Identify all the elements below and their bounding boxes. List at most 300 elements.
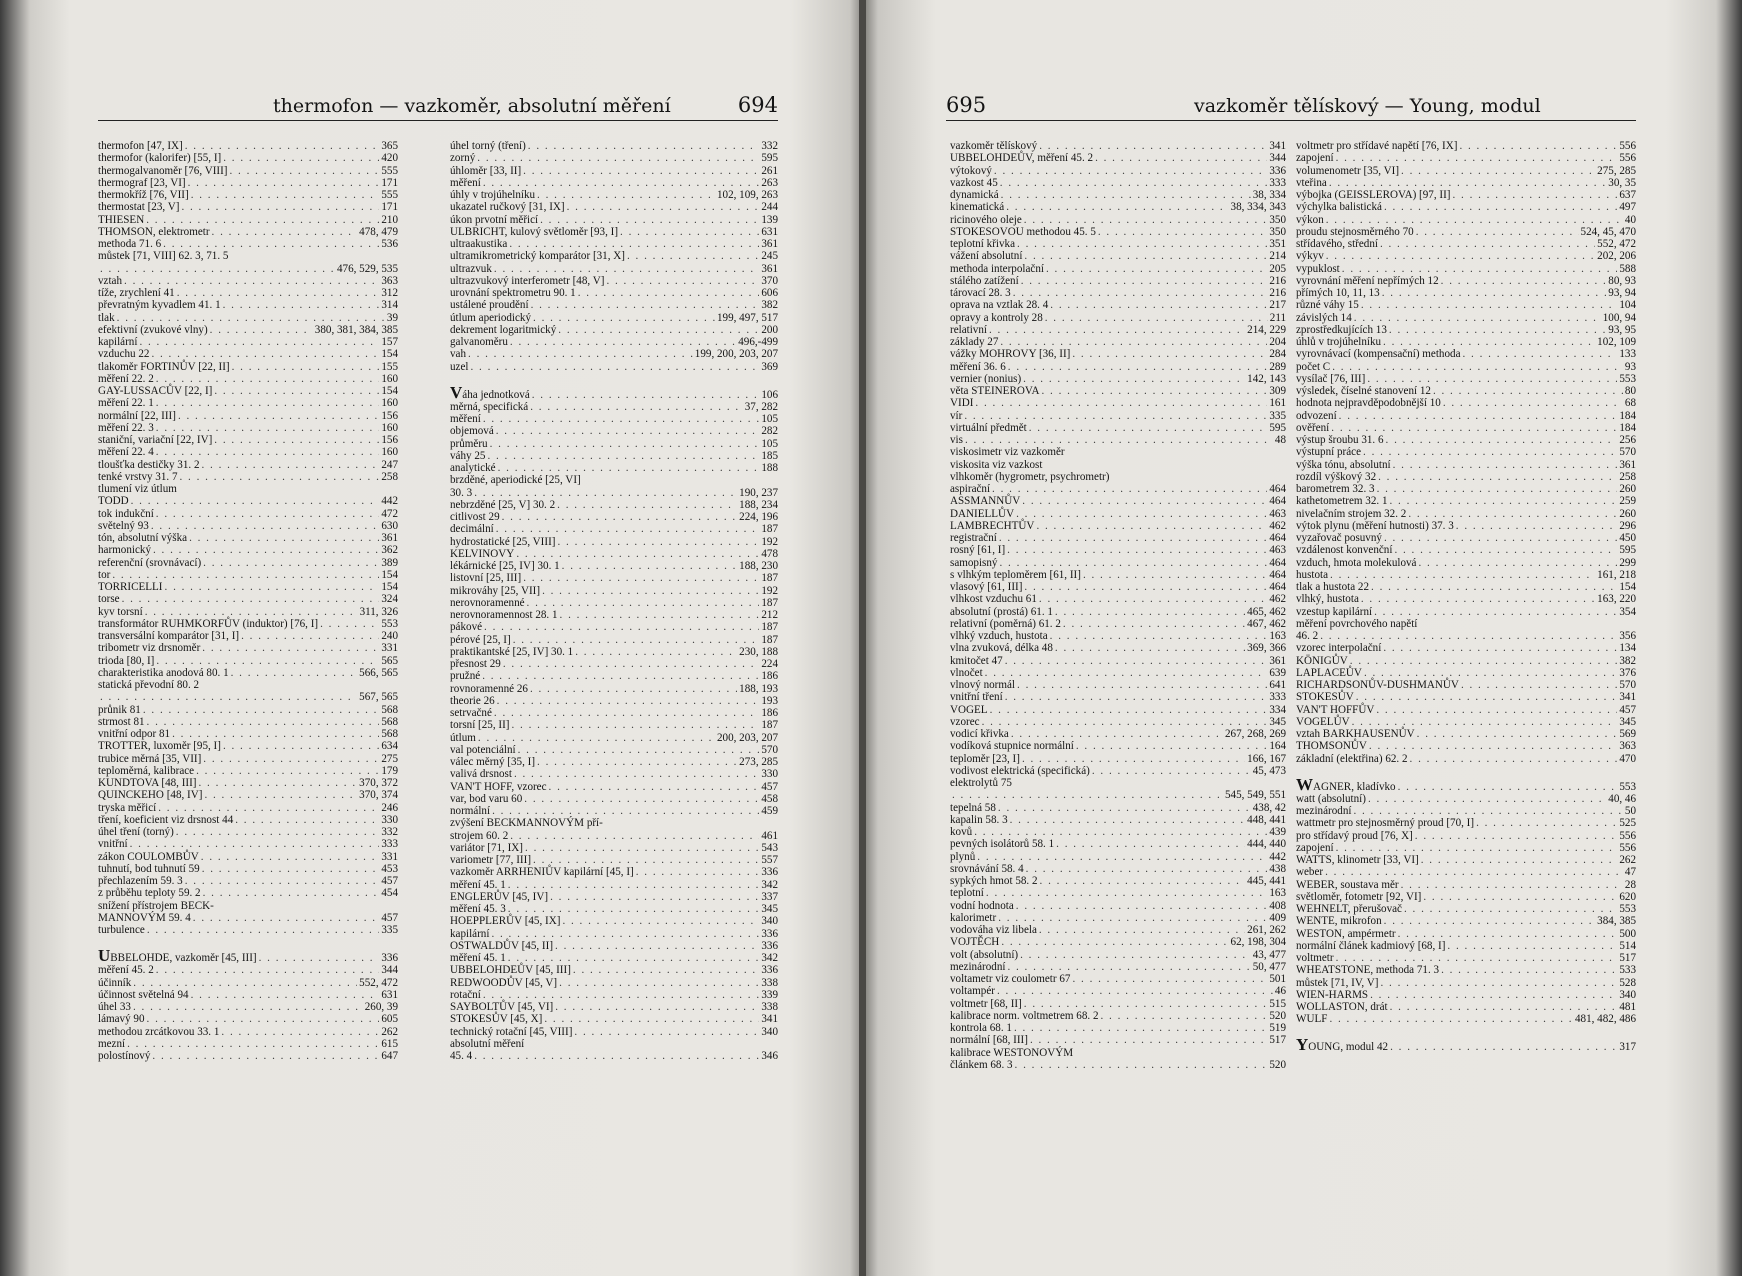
left-running-head-title: thermofon — vazkoměr, absolutní měření: [273, 95, 671, 117]
index-term: vodivost elektrická (specifická): [950, 764, 1090, 777]
index-term: absolutní (prostá) 61. 1: [950, 605, 1053, 618]
page-reference: 439: [1269, 826, 1286, 838]
leader-dots: [100, 263, 335, 275]
index-term: normální: [450, 805, 491, 817]
index-entry: [1296, 1001, 1636, 1013]
leader-dots: [130, 838, 380, 850]
leader-dots: [151, 520, 380, 532]
index-term: úhly v trojúhelníku: [450, 189, 536, 201]
leader-dots: [483, 413, 760, 425]
index-entry: [98, 924, 398, 936]
index-term: vzduch, hmota molekulová: [1296, 556, 1417, 569]
page-reference: 200, 203, 207: [716, 731, 778, 744]
leader-dots: [490, 438, 760, 450]
index-term: tuhnutí, bod tuhnutí 59: [98, 862, 200, 875]
page-reference: 361: [761, 238, 778, 250]
index-entry: [98, 655, 398, 667]
index-term: vlhkost vzduchu 61: [950, 593, 1037, 606]
index-entry: [98, 471, 398, 483]
page-reference: 187: [761, 633, 778, 646]
leader-dots: [1380, 977, 1617, 989]
leader-dots: [998, 912, 1267, 924]
leader-dots: [152, 1050, 379, 1062]
leader-dots: [1050, 630, 1268, 642]
index-entry: [450, 634, 778, 646]
index-entry: [1296, 716, 1636, 728]
page-reference: 50, 477: [1252, 960, 1286, 973]
leader-dots: [1001, 189, 1251, 201]
leader-dots: [498, 462, 760, 474]
index-entry: [950, 348, 1286, 360]
index-entry: [450, 891, 778, 903]
leader-dots: [1384, 915, 1596, 927]
index-entry: [1296, 422, 1636, 434]
index-term: pákové: [450, 621, 483, 634]
leader-dots: [514, 768, 759, 780]
index-term: normální článek kadmiový [68, I]: [1296, 939, 1446, 952]
page-reference: 389: [381, 556, 398, 569]
leader-dots: [1390, 1041, 1617, 1053]
leader-dots: [560, 609, 760, 621]
leader-dots: [1415, 830, 1618, 842]
index-entry: [450, 989, 778, 1001]
leader-dots: [203, 557, 379, 569]
index-term: ultraakustika: [450, 238, 508, 250]
index-entry: [1296, 952, 1636, 964]
index-entry: [450, 238, 778, 250]
page-reference: 335: [381, 924, 398, 936]
page-reference: 553: [1619, 903, 1636, 915]
page-reference: 275, 285: [1597, 164, 1636, 177]
leader-dots: [1369, 740, 1617, 752]
index-entry: [450, 768, 778, 780]
index-entry: [950, 275, 1286, 287]
page-reference: 317: [1619, 1041, 1636, 1054]
index-term: charakteristika anodová 80. 1: [98, 666, 229, 679]
index-entry: [98, 630, 398, 642]
index-term: VOGEL: [950, 703, 988, 716]
index-term: LAPLACEŮV: [1296, 666, 1362, 679]
leader-dots: [1024, 998, 1268, 1010]
leader-dots: [158, 802, 379, 814]
index-term: torsní [25, II]: [450, 719, 510, 732]
index-term: strojem 60. 2: [450, 829, 509, 842]
index-term: nerovnoramenné: [450, 596, 525, 609]
page-reference: 382: [1619, 654, 1636, 667]
page-reference: 40: [1624, 213, 1636, 226]
index-term: methodou zrcátkovou 33. 1: [98, 1025, 220, 1038]
index-entry: [1296, 805, 1636, 817]
leader-dots: [1029, 422, 1268, 434]
index-term: nerovnoramennost 28. 1: [450, 609, 558, 621]
index-term: TODD: [98, 495, 129, 508]
leader-dots: [131, 495, 380, 507]
leader-dots: [1441, 964, 1617, 976]
leader-dots: [516, 548, 759, 560]
leader-dots: [143, 704, 380, 716]
page-reference: 351: [1269, 238, 1286, 250]
page-reference: 262: [381, 1025, 398, 1038]
index-entry: [1296, 704, 1636, 716]
index-entry: [1296, 238, 1636, 250]
index-term: RICHARDSONŮV-DUSHMANŮV: [1296, 679, 1459, 691]
page-reference: 37, 282: [744, 400, 778, 413]
index-entry: [1296, 928, 1636, 940]
page-reference: 631: [381, 988, 398, 1001]
page-reference: 438, 42: [1252, 801, 1286, 814]
index-entry: [950, 361, 1286, 373]
right-page: [866, 0, 1742, 1276]
leader-dots: [482, 670, 759, 682]
leader-dots: [1055, 642, 1245, 654]
leader-dots: [1041, 385, 1267, 397]
index-term: viskosimetr viz vazkoměr: [950, 446, 1065, 459]
leader-dots: [540, 214, 759, 226]
index-entry: [1296, 753, 1636, 765]
page-reference: 631: [761, 225, 778, 238]
leader-dots: [214, 385, 379, 397]
index-entry: [950, 900, 1286, 912]
page-reference: 565: [381, 654, 398, 667]
leader-dots: [1393, 459, 1618, 471]
index-entry: [98, 977, 398, 989]
index-term: teplotní: [950, 887, 984, 900]
page-reference: 258: [1619, 470, 1636, 483]
index-entry: [950, 214, 1286, 226]
index-term: měření 45. 3: [450, 903, 506, 915]
page-reference: 340: [761, 1025, 778, 1038]
page-reference: 296: [1619, 519, 1636, 532]
leader-dots: [196, 765, 379, 777]
leader-dots: [1383, 336, 1595, 348]
index-term: kalorimetr: [950, 911, 997, 924]
page-reference: 80, 93: [1608, 274, 1636, 287]
page-reference: 289: [1269, 360, 1286, 373]
leader-dots: [578, 287, 760, 299]
leader-dots: [204, 789, 357, 801]
leader-dots: [1390, 1001, 1618, 1013]
index-entry: [1296, 287, 1636, 299]
leader-dots: [1336, 842, 1618, 854]
page-reference: 184: [1619, 409, 1636, 422]
index-term: WESTON, ampérmetr: [1296, 927, 1396, 940]
index-entry: [950, 385, 1286, 397]
index-term: nebrzděné [25, V] 30. 2: [450, 498, 556, 511]
index-term: kapalin 58. 3: [950, 813, 1008, 826]
index-entry: [450, 597, 778, 609]
leader-dots: [230, 165, 380, 177]
index-entry: [950, 667, 1286, 679]
page-reference: 620: [1619, 890, 1636, 903]
leader-dots: [176, 826, 380, 838]
page-reference: 204: [1269, 336, 1286, 348]
index-entry: [450, 214, 778, 226]
leader-dots: [1332, 361, 1623, 373]
leader-dots: [172, 728, 379, 740]
leader-dots: [1056, 838, 1245, 850]
index-entry: [950, 740, 1286, 752]
index-term: kalibrace norm. voltmetrem 68. 2: [950, 1009, 1099, 1022]
leader-dots: [203, 887, 380, 899]
leader-dots: [199, 777, 358, 789]
leader-dots: [1005, 655, 1268, 667]
index-term: WIEN-HARMS: [1296, 988, 1369, 1001]
index-section-entry: [450, 383, 778, 401]
index-term: WEHNELT, přerušovač: [1296, 903, 1402, 915]
index-entry: [950, 471, 1286, 483]
page-reference: 341: [1619, 691, 1636, 704]
leader-dots: [477, 152, 759, 164]
page-reference: 224, 196: [739, 511, 778, 523]
index-entry: [950, 655, 1286, 667]
index-entry: [950, 299, 1286, 311]
page-reference: 187: [761, 719, 778, 732]
index-term: hodnota nejpravděpodobnější 10: [1296, 397, 1441, 410]
leader-dots: [191, 989, 380, 1001]
index-term: sypkých hmot 58. 2: [950, 875, 1038, 887]
page-reference: 365: [381, 140, 398, 152]
page-reference: 501: [1269, 973, 1286, 985]
index-entry: [950, 1047, 1286, 1059]
leader-dots: [508, 903, 760, 915]
index-term: světelný 93: [98, 519, 149, 532]
leader-dots: [1394, 544, 1617, 556]
index-term: virtuální předmět: [950, 421, 1027, 434]
index-term: VAN'T HOFF, vzorec: [450, 780, 547, 793]
page-reference: 154: [381, 348, 398, 361]
leader-dots: [1021, 275, 1268, 287]
index-entry: [1296, 483, 1636, 495]
index-entry: [950, 691, 1286, 703]
index-entry: [98, 483, 398, 495]
index-entry: [1296, 373, 1636, 385]
page-reference: 39: [386, 311, 398, 324]
index-term: relativní (poměrná) 61. 2: [950, 617, 1061, 630]
leader-dots: [982, 716, 1268, 728]
page-reference: 188, 193: [739, 682, 778, 695]
leader-dots: [555, 1001, 759, 1013]
leader-dots: [117, 312, 385, 324]
leader-dots: [214, 434, 379, 446]
page-reference: 568: [381, 703, 398, 716]
index-entry: [1296, 606, 1636, 618]
page-reference: 500: [1619, 927, 1636, 940]
index-entry: [98, 459, 398, 471]
page-reference: 184: [1619, 421, 1636, 434]
page-reference: 312: [381, 287, 398, 299]
index-term: přímých 10, 11, 13: [1296, 287, 1380, 299]
page-reference: 50: [1624, 805, 1636, 817]
index-entry: [450, 756, 778, 768]
page-reference: 463: [1269, 507, 1286, 520]
leader-dots: [1006, 201, 1228, 213]
leader-dots: [201, 851, 380, 863]
leader-dots: [999, 557, 1267, 569]
page-reference: 160: [381, 421, 398, 434]
leader-dots: [1039, 140, 1267, 152]
index-entry: [950, 851, 1286, 863]
index-term: ultrazvukový interferometr [48, V]: [450, 274, 605, 287]
page-reference: 533: [1619, 964, 1636, 977]
page-reference: 161: [1269, 397, 1286, 410]
index-term: měření 22. 3: [98, 421, 154, 434]
index-entry: [950, 863, 1286, 875]
index-term: stálého zatížení: [950, 274, 1019, 287]
page-reference: 570: [761, 743, 778, 756]
leader-dots: [181, 201, 379, 213]
index-entry: [950, 446, 1286, 458]
index-entry: [950, 630, 1286, 642]
index-term: samopisný: [950, 556, 998, 569]
index-term: galvanoměru: [450, 336, 508, 348]
index-entry: [98, 618, 398, 630]
index-entry: [450, 805, 778, 817]
leader-dots: [523, 165, 759, 177]
page-reference: 570: [1619, 679, 1636, 691]
index-entry: [450, 928, 778, 940]
index-term: úhloměr [33, II]: [450, 164, 522, 177]
leader-dots: [994, 165, 1267, 177]
index-term: lámavý 90: [98, 1013, 145, 1026]
index-term: kapilární: [450, 927, 490, 940]
index-term: TORRICELLI: [98, 581, 163, 593]
right-page-number: 695: [946, 93, 987, 117]
index-term: absolutní měření: [450, 1037, 525, 1050]
leader-dots: [496, 425, 760, 437]
leader-dots: [1374, 606, 1617, 618]
index-term: volumenometr [35, VI]: [1296, 164, 1400, 177]
index-term: val potenciální: [450, 743, 516, 756]
leader-dots: [1022, 495, 1267, 507]
index-entry: [98, 875, 398, 887]
page-reference: 333: [1269, 691, 1286, 704]
page-reference: 556: [1619, 140, 1636, 152]
index-term: strmost 81: [98, 715, 145, 728]
index-term: DANIELLŮV: [950, 507, 1015, 520]
index-term: ukazatel ručkový [31, IX]: [450, 201, 565, 214]
leader-dots: [530, 401, 742, 413]
page-reference: 46: [1274, 985, 1286, 998]
leader-dots: [1016, 900, 1268, 912]
index-term: vypuklost: [1296, 262, 1340, 275]
page-reference: 457: [1619, 703, 1636, 716]
leader-dots: [133, 1001, 363, 1013]
page-reference: 338: [761, 1001, 778, 1013]
index-entry: [450, 511, 778, 523]
index-entry: [450, 585, 778, 597]
index-entry: [1296, 214, 1636, 226]
index-term: vodicí křivka: [950, 728, 1009, 740]
leader-dots: [147, 1013, 380, 1025]
index-entry: [450, 1038, 778, 1050]
leader-dots: [1039, 593, 1267, 605]
index-term: tloušťka destičky 31. 2: [98, 458, 200, 471]
page-reference: 93, 95: [1608, 323, 1636, 336]
page-reference: 332: [381, 826, 398, 838]
leader-dots: [1331, 422, 1617, 434]
index-entry: [450, 401, 778, 413]
left-page: [0, 0, 862, 1276]
index-entry: [98, 716, 398, 728]
leader-dots: [1055, 606, 1245, 618]
leader-dots: [1353, 805, 1622, 817]
index-entry: [450, 474, 778, 486]
leader-dots: [1380, 238, 1595, 250]
page-reference: 246: [381, 801, 398, 814]
index-term: YOUNG, modul 42: [1296, 1035, 1389, 1055]
leader-dots: [977, 851, 1267, 863]
index-term: vlhký, hustota: [1296, 593, 1359, 606]
index-term: výtok plynu (měření hutnosti) 37. 3: [1296, 519, 1454, 532]
page-reference: 256: [1619, 434, 1636, 446]
page-reference: 187: [761, 596, 778, 609]
leader-dots: [1325, 866, 1623, 878]
index-entry: [1296, 312, 1636, 324]
index-term: THIESEN: [98, 213, 145, 226]
index-term: pro střídavý proud [76, X]: [1296, 829, 1413, 842]
index-term: zvýšení BECKMANNOVÝM pří-: [450, 817, 603, 830]
page-reference: 161, 218: [1597, 568, 1636, 581]
page-reference: 345: [1619, 715, 1636, 728]
index-entry: [98, 434, 398, 446]
index-term: výtokový: [950, 164, 992, 177]
index-term: měrná, specifická: [450, 400, 529, 413]
leader-dots: [483, 989, 760, 1001]
index-entry: [450, 499, 778, 511]
index-entry: [98, 740, 398, 752]
leader-dots: [964, 410, 1267, 422]
page-reference: 333: [1269, 176, 1286, 189]
page-reference: 331: [381, 850, 398, 863]
leader-dots: [203, 753, 379, 765]
leader-dots: [1421, 854, 1618, 866]
index-term: úhel torný (tření): [450, 140, 526, 152]
leader-dots: [1001, 936, 1228, 948]
leader-dots: [1416, 226, 1579, 238]
index-term: VIDI: [950, 397, 974, 410]
page-reference: 273, 285: [739, 756, 778, 768]
index-term: barometrem 32. 3: [1296, 483, 1375, 495]
leader-dots: [1401, 165, 1595, 177]
index-entry: [950, 606, 1286, 618]
index-term: ustálené proudění: [450, 299, 529, 312]
leader-dots: [241, 630, 379, 642]
index-term: teploměr [23, I]: [950, 752, 1020, 765]
index-entry: [98, 336, 398, 348]
leader-dots: [1072, 973, 1267, 985]
page-reference: 605: [381, 1013, 398, 1026]
leader-dots: [232, 361, 380, 373]
index-entry: [1296, 348, 1636, 360]
leader-dots: [620, 226, 759, 238]
leader-dots: [223, 299, 380, 311]
page-reference: 356: [1619, 630, 1636, 642]
index-entry: [1296, 903, 1636, 915]
index-term: tepelná 58: [950, 801, 996, 814]
index-entry: [1296, 977, 1636, 989]
index-term: výbojka (GEISSLEROVA) [97, II]: [1296, 189, 1451, 201]
page-reference: 637: [1619, 189, 1636, 201]
index-term: var, bod varu 60: [450, 792, 523, 805]
index-term: THOMSONŮV: [1296, 740, 1367, 753]
leader-dots: [542, 585, 759, 597]
page-reference: 462: [1269, 593, 1286, 606]
index-entry: [450, 646, 778, 658]
index-term: vzdálenost konvenční: [1296, 544, 1393, 557]
page-reference: 62, 198, 304: [1230, 936, 1286, 949]
page-reference: 247: [381, 458, 398, 471]
page-reference: 230, 188: [739, 645, 778, 658]
